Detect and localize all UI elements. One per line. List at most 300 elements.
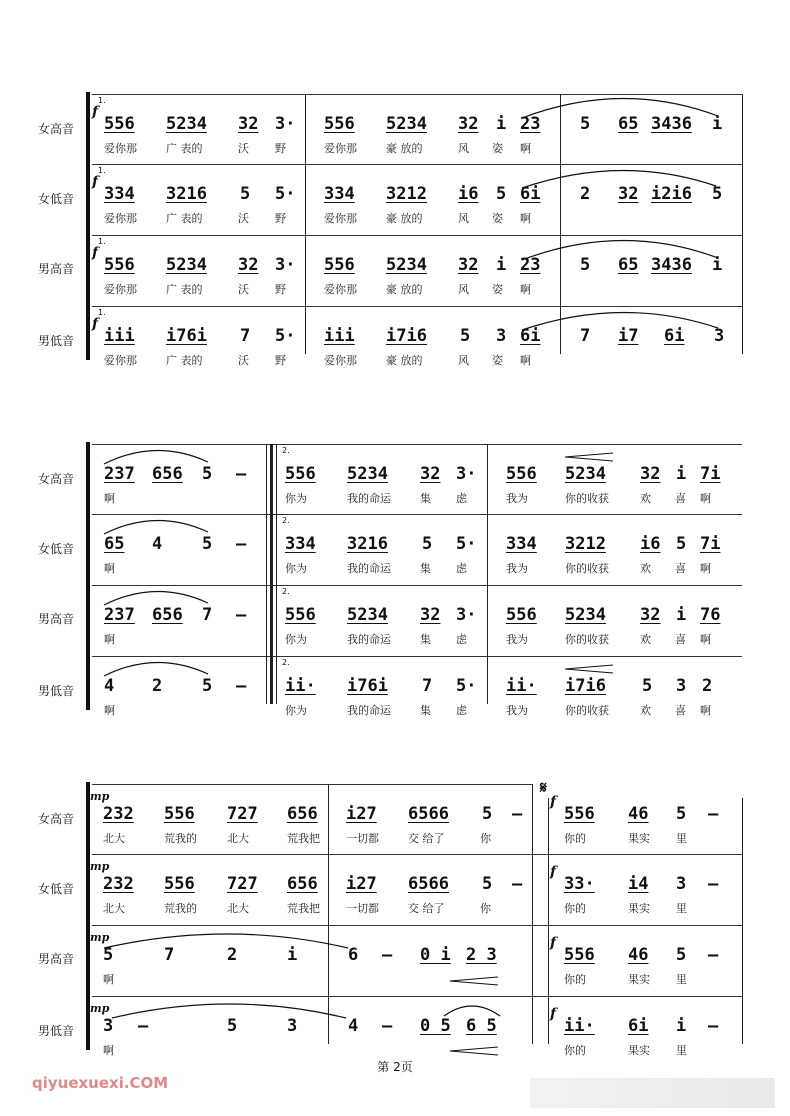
lyric: 北大 bbox=[227, 902, 249, 915]
note-group: 32 bbox=[458, 255, 479, 275]
note-group: 3 bbox=[287, 1016, 298, 1036]
note-group: i7i6 bbox=[565, 676, 606, 696]
system-1 bbox=[0, 88, 790, 378]
volta-1: 1. bbox=[98, 308, 106, 317]
note-group: 32 bbox=[420, 605, 441, 625]
lyric: 虑 bbox=[456, 562, 467, 575]
note-group: i6 bbox=[458, 184, 479, 204]
note-group: 3216 bbox=[347, 534, 388, 554]
watermark-strip bbox=[530, 1078, 775, 1108]
lyric: 啊 bbox=[104, 492, 115, 505]
lyric: 果实 bbox=[628, 902, 650, 915]
note-group: 556 bbox=[285, 464, 316, 484]
note-group: 7 bbox=[580, 326, 591, 346]
note-group: 32 bbox=[640, 464, 661, 484]
lyric: 你为 bbox=[285, 562, 307, 575]
lyric: 一切都 bbox=[346, 832, 379, 845]
dynamic-f: f bbox=[92, 104, 99, 120]
system-2 bbox=[0, 438, 790, 728]
crescendo-hairpin bbox=[565, 664, 615, 674]
lyric: 欢 bbox=[640, 492, 651, 505]
note-group: 5 bbox=[676, 945, 687, 965]
lyric: 姿 bbox=[492, 212, 503, 225]
slur bbox=[522, 94, 722, 124]
barline bbox=[548, 798, 549, 1044]
lyric: 你的 bbox=[564, 1044, 586, 1057]
note-group: 7 bbox=[422, 676, 433, 696]
voice-label-alto: 女低音 bbox=[37, 882, 74, 896]
note-group: 5 bbox=[482, 804, 493, 824]
lyric: 豪 放的 bbox=[386, 142, 423, 155]
note-group: 6i bbox=[520, 326, 541, 346]
note-group: i bbox=[676, 1016, 687, 1036]
volta-2: 2. bbox=[282, 658, 290, 667]
volta-2: 2. bbox=[282, 587, 290, 596]
lyric: 荒我把 bbox=[287, 902, 320, 915]
dynamic-f: f bbox=[550, 1006, 557, 1022]
dynamic-mp: mp bbox=[90, 931, 110, 944]
note-group: – bbox=[708, 804, 719, 824]
note-group: 556 bbox=[104, 114, 135, 134]
lyric: 野 bbox=[275, 354, 286, 367]
note-group: i bbox=[287, 945, 298, 965]
page-number: 第 2页 bbox=[377, 1060, 413, 1074]
lyric: 沃 bbox=[238, 142, 249, 155]
row-divider bbox=[92, 996, 742, 997]
note-group: 5· bbox=[275, 326, 296, 346]
note-group: – bbox=[138, 1016, 149, 1036]
row-divider bbox=[92, 164, 742, 165]
note-group: 5234 bbox=[166, 255, 207, 275]
slur bbox=[444, 1000, 504, 1020]
lyric: 你的 bbox=[564, 973, 586, 986]
note-group: i bbox=[712, 255, 723, 275]
dynamic-f: f bbox=[92, 316, 99, 332]
note-group: 6i bbox=[664, 326, 685, 346]
lyric: 喜 bbox=[675, 704, 686, 717]
note-group: 32 bbox=[420, 464, 441, 484]
note-group: – bbox=[382, 945, 393, 965]
note-group: 2 3 bbox=[466, 945, 497, 965]
lyric: 北大 bbox=[227, 832, 249, 845]
note-group: i bbox=[676, 605, 687, 625]
lyric: 你的收获 bbox=[565, 492, 609, 505]
lyric: 你为 bbox=[285, 704, 307, 717]
note-group: – bbox=[708, 1016, 719, 1036]
lyric: 交 给了 bbox=[408, 832, 445, 845]
note-group: 3212 bbox=[565, 534, 606, 554]
note-group: 4 bbox=[152, 534, 163, 554]
lyric: 里 bbox=[676, 973, 687, 986]
lyric: 爱你那 bbox=[324, 354, 357, 367]
lyric: 你的 bbox=[564, 902, 586, 915]
dynamic-f: f bbox=[550, 794, 557, 810]
lyric: 沃 bbox=[238, 283, 249, 296]
segno-sign: 𝄋 bbox=[540, 778, 547, 797]
note-group: 5 bbox=[202, 676, 213, 696]
lyric: 喜 bbox=[675, 492, 686, 505]
note-group: 556 bbox=[324, 255, 355, 275]
note-group: – bbox=[382, 1016, 393, 1036]
note-group: 656 bbox=[152, 464, 183, 484]
crescendo-hairpin bbox=[450, 976, 500, 986]
note-group: 3 bbox=[676, 676, 687, 696]
note-group: 32 bbox=[640, 605, 661, 625]
lyric: 啊 bbox=[104, 704, 115, 717]
lyric: 我为 bbox=[506, 562, 528, 575]
note-group: 3436 bbox=[651, 114, 692, 134]
barline bbox=[742, 94, 743, 354]
lyric: 我的命运 bbox=[347, 562, 391, 575]
note-group: 232 bbox=[103, 874, 134, 894]
lyric: 交 给了 bbox=[408, 902, 445, 915]
lyric: 沃 bbox=[238, 354, 249, 367]
note-group: 556 bbox=[164, 804, 195, 824]
lyric: 风 bbox=[458, 354, 469, 367]
dynamic-f: f bbox=[550, 864, 557, 880]
note-group: i bbox=[676, 464, 687, 484]
note-group: 6i bbox=[520, 184, 541, 204]
lyric: 我为 bbox=[506, 704, 528, 717]
note-group: 23 bbox=[520, 255, 541, 275]
note-group: 3 bbox=[714, 326, 725, 346]
note-group: 5 bbox=[482, 874, 493, 894]
note-group: i7i6 bbox=[386, 326, 427, 346]
note-group: i bbox=[496, 114, 507, 134]
lyric: 啊 bbox=[103, 973, 114, 986]
note-group: 3· bbox=[275, 114, 296, 134]
note-group: 556 bbox=[285, 605, 316, 625]
note-group: ii· bbox=[564, 1016, 595, 1036]
crescendo-hairpin bbox=[565, 452, 615, 462]
lyric: 豪 放的 bbox=[386, 283, 423, 296]
volta-2: 2. bbox=[282, 516, 290, 525]
note-group: – bbox=[236, 534, 247, 554]
volta-1: 1. bbox=[98, 237, 106, 246]
row-divider bbox=[92, 854, 742, 855]
note-group: 2 bbox=[702, 676, 713, 696]
lyric: 果实 bbox=[628, 973, 650, 986]
lyric: 风 bbox=[458, 142, 469, 155]
note-group: 7 bbox=[240, 326, 251, 346]
note-group: 237 bbox=[104, 605, 135, 625]
note-group: 556 bbox=[506, 605, 537, 625]
note-group: 5234 bbox=[386, 114, 427, 134]
note-group: i4 bbox=[628, 874, 649, 894]
note-group: 727 bbox=[227, 874, 258, 894]
lyric: 啊 bbox=[700, 704, 711, 717]
slur bbox=[104, 658, 214, 680]
lyric: 虑 bbox=[456, 633, 467, 646]
lyric: 荒我的 bbox=[164, 832, 197, 845]
note-group: 5· bbox=[456, 534, 477, 554]
lyric: 啊 bbox=[104, 633, 115, 646]
voice-label-tenor: 男高音 bbox=[37, 262, 74, 276]
lyric: 豪 放的 bbox=[386, 354, 423, 367]
note-group: 5234 bbox=[565, 605, 606, 625]
lyric: 一切都 bbox=[346, 902, 379, 915]
lyric: 爱你那 bbox=[104, 142, 137, 155]
lyric: 荒我把 bbox=[287, 832, 320, 845]
note-group: 5234 bbox=[565, 464, 606, 484]
top-staff-line bbox=[92, 784, 532, 785]
note-group: 46 bbox=[628, 804, 649, 824]
note-group: 5 bbox=[676, 804, 687, 824]
note-group: 5 bbox=[676, 534, 687, 554]
lyric: 集 bbox=[420, 704, 431, 717]
lyric: 啊 bbox=[104, 562, 115, 575]
site-watermark: qiyuexuexi.COM bbox=[32, 1074, 169, 1092]
note-group: 32 bbox=[238, 114, 259, 134]
note-group: 6i bbox=[628, 1016, 649, 1036]
note-group: 556 bbox=[164, 874, 195, 894]
note-group: 46 bbox=[628, 945, 649, 965]
lyric: 欢 bbox=[640, 562, 651, 575]
row-divider bbox=[92, 656, 742, 657]
note-group: 0 i bbox=[420, 945, 451, 965]
lyric: 沃 bbox=[238, 212, 249, 225]
lyric: 爱你那 bbox=[104, 212, 137, 225]
note-group: 0 5 bbox=[420, 1016, 451, 1036]
row-divider bbox=[92, 585, 742, 586]
lyric: 我为 bbox=[506, 492, 528, 505]
lyric: 集 bbox=[420, 633, 431, 646]
slur bbox=[104, 516, 214, 538]
lyric: 豪 放的 bbox=[386, 212, 423, 225]
note-group: iii bbox=[104, 326, 135, 346]
top-staff-line bbox=[92, 444, 742, 445]
lyric: 你的收获 bbox=[565, 562, 609, 575]
barline bbox=[487, 444, 488, 704]
lyric: 爱你那 bbox=[324, 212, 357, 225]
lyric: 你的收获 bbox=[565, 633, 609, 646]
lyric: 爱你那 bbox=[104, 354, 137, 367]
note-group: – bbox=[236, 605, 247, 625]
note-group: i7 bbox=[618, 326, 639, 346]
note-group: 5 bbox=[227, 1016, 238, 1036]
slur bbox=[104, 446, 214, 468]
voice-label-bass: 男低音 bbox=[37, 1024, 74, 1038]
lyric: 啊 bbox=[520, 354, 531, 367]
note-group: 6 bbox=[348, 945, 359, 965]
lyric: 姿 bbox=[492, 354, 503, 367]
voice-label-tenor: 男高音 bbox=[37, 952, 74, 966]
slur bbox=[522, 236, 722, 266]
note-group: 3· bbox=[275, 255, 296, 275]
note-group: – bbox=[236, 464, 247, 484]
note-group: 556 bbox=[324, 114, 355, 134]
lyric: 北大 bbox=[103, 902, 125, 915]
note-group: 556 bbox=[564, 804, 595, 824]
note-group: i27 bbox=[346, 804, 377, 824]
volta-2: 2. bbox=[282, 446, 290, 455]
note-group: ii· bbox=[506, 676, 537, 696]
barline bbox=[305, 94, 306, 354]
lyric: 我的命运 bbox=[347, 704, 391, 717]
system-bracket bbox=[86, 92, 90, 360]
note-group: i bbox=[712, 114, 723, 134]
lyric: 啊 bbox=[520, 283, 531, 296]
lyric: 爱你那 bbox=[324, 283, 357, 296]
note-group: 334 bbox=[285, 534, 316, 554]
voice-label-tenor: 男高音 bbox=[37, 612, 74, 626]
crescendo-hairpin bbox=[450, 1046, 500, 1056]
row-divider bbox=[92, 306, 742, 307]
note-group: 3 bbox=[103, 1016, 114, 1036]
note-group: 32 bbox=[238, 255, 259, 275]
dynamic-f: f bbox=[92, 174, 99, 190]
lyric: 果实 bbox=[628, 832, 650, 845]
slur bbox=[522, 308, 722, 338]
note-group: 5 bbox=[580, 114, 591, 134]
note-group: 656 bbox=[152, 605, 183, 625]
note-group: i76i bbox=[347, 676, 388, 696]
note-group: 334 bbox=[506, 534, 537, 554]
lyric: 欢 bbox=[640, 704, 651, 717]
dynamic-mp: mp bbox=[90, 1002, 110, 1015]
note-group: 334 bbox=[324, 184, 355, 204]
note-group: 32 bbox=[458, 114, 479, 134]
note-group: 656 bbox=[287, 874, 318, 894]
note-group: – bbox=[708, 874, 719, 894]
note-group: 2 bbox=[580, 184, 591, 204]
lyric: 欢 bbox=[640, 633, 651, 646]
note-group: 5 bbox=[202, 534, 213, 554]
note-group: 4 bbox=[104, 676, 115, 696]
lyric: 我的命运 bbox=[347, 492, 391, 505]
lyric: 啊 bbox=[700, 492, 711, 505]
lyric: 啊 bbox=[103, 1044, 114, 1057]
dynamic-mp: mp bbox=[90, 860, 110, 873]
note-group: i27 bbox=[346, 874, 377, 894]
note-group: 7i bbox=[700, 464, 721, 484]
lyric: 虑 bbox=[456, 704, 467, 717]
lyric: 北大 bbox=[103, 832, 125, 845]
note-group: 2 bbox=[152, 676, 163, 696]
slur bbox=[522, 166, 722, 196]
note-group: 5234 bbox=[166, 114, 207, 134]
note-group: 3216 bbox=[166, 184, 207, 204]
voice-label-alto: 女低音 bbox=[37, 192, 74, 206]
lyric: 果实 bbox=[628, 1044, 650, 1057]
voice-label-bass: 男低音 bbox=[37, 684, 74, 698]
note-group: 5 bbox=[460, 326, 471, 346]
note-group: 2 bbox=[227, 945, 238, 965]
lyric: 喜 bbox=[675, 633, 686, 646]
note-group: 65 bbox=[618, 255, 639, 275]
lyric: 你 bbox=[480, 902, 491, 915]
note-group: 3 bbox=[496, 326, 507, 346]
lyric: 里 bbox=[676, 902, 687, 915]
note-group: 23 bbox=[520, 114, 541, 134]
note-group: – bbox=[512, 804, 523, 824]
lyric: 我为 bbox=[506, 633, 528, 646]
lyric: 你为 bbox=[285, 633, 307, 646]
note-group: 5 bbox=[712, 184, 723, 204]
row-divider bbox=[92, 514, 742, 515]
lyric: 喜 bbox=[675, 562, 686, 575]
barline-thick bbox=[270, 444, 273, 704]
dynamic-mp: mp bbox=[90, 790, 110, 803]
volta-1: 1. bbox=[98, 166, 106, 175]
note-group: 32 bbox=[618, 184, 639, 204]
row-divider bbox=[92, 925, 742, 926]
lyric: 你的收获 bbox=[565, 704, 609, 717]
note-group: iii bbox=[324, 326, 355, 346]
note-group: i2i6 bbox=[651, 184, 692, 204]
note-group: i bbox=[496, 255, 507, 275]
system-bracket bbox=[86, 442, 90, 710]
note-group: 3· bbox=[456, 464, 477, 484]
barline bbox=[742, 798, 743, 1044]
lyric: 风 bbox=[458, 283, 469, 296]
note-group: 6566 bbox=[408, 804, 449, 824]
lyric: 你为 bbox=[285, 492, 307, 505]
dynamic-f: f bbox=[92, 245, 99, 261]
note-group: 556 bbox=[104, 255, 135, 275]
note-group: 3436 bbox=[651, 255, 692, 275]
lyric: 啊 bbox=[700, 633, 711, 646]
lyric: 爱你那 bbox=[324, 142, 357, 155]
note-group: 7 bbox=[202, 605, 213, 625]
lyric: 啊 bbox=[700, 562, 711, 575]
lyric: 荒我的 bbox=[164, 902, 197, 915]
lyric: 广 表的 bbox=[166, 354, 203, 367]
note-group: 7 bbox=[164, 945, 175, 965]
lyric: 集 bbox=[420, 562, 431, 575]
note-group: 656 bbox=[287, 804, 318, 824]
lyric: 野 bbox=[275, 283, 286, 296]
voice-label-alto: 女低音 bbox=[37, 542, 74, 556]
lyric: 广 表的 bbox=[166, 142, 203, 155]
note-group: ii· bbox=[285, 676, 316, 696]
lyric: 你 bbox=[480, 832, 491, 845]
note-group: 5· bbox=[456, 676, 477, 696]
note-group: i76i bbox=[166, 326, 207, 346]
lyric: 野 bbox=[275, 142, 286, 155]
lyric: 啊 bbox=[520, 212, 531, 225]
lyric: 风 bbox=[458, 212, 469, 225]
lyric: 姿 bbox=[492, 142, 503, 155]
lyric: 集 bbox=[420, 492, 431, 505]
voice-label-bass: 男低音 bbox=[37, 334, 74, 348]
note-group: 5 bbox=[103, 945, 114, 965]
note-group: 5 bbox=[240, 184, 251, 204]
dynamic-f: f bbox=[550, 935, 557, 951]
note-group: 556 bbox=[506, 464, 537, 484]
lyric: 我的命运 bbox=[347, 633, 391, 646]
note-group: 5 bbox=[642, 676, 653, 696]
barline bbox=[532, 784, 533, 1044]
note-group: – bbox=[236, 676, 247, 696]
note-group: 3212 bbox=[386, 184, 427, 204]
note-group: 727 bbox=[227, 804, 258, 824]
note-group: 6566 bbox=[408, 874, 449, 894]
note-group: 5234 bbox=[347, 464, 388, 484]
note-group: 3· bbox=[456, 605, 477, 625]
note-group: 5 bbox=[496, 184, 507, 204]
note-group: 556 bbox=[564, 945, 595, 965]
voice-label-soprano: 女高音 bbox=[37, 812, 74, 826]
lyric: 虑 bbox=[456, 492, 467, 505]
note-group: 7i bbox=[700, 534, 721, 554]
note-group: 237 bbox=[104, 464, 135, 484]
note-group: 5 bbox=[580, 255, 591, 275]
voice-label-soprano: 女高音 bbox=[37, 472, 74, 486]
lyric: 啊 bbox=[520, 142, 531, 155]
note-group: 3 bbox=[676, 874, 687, 894]
barline bbox=[276, 444, 277, 704]
